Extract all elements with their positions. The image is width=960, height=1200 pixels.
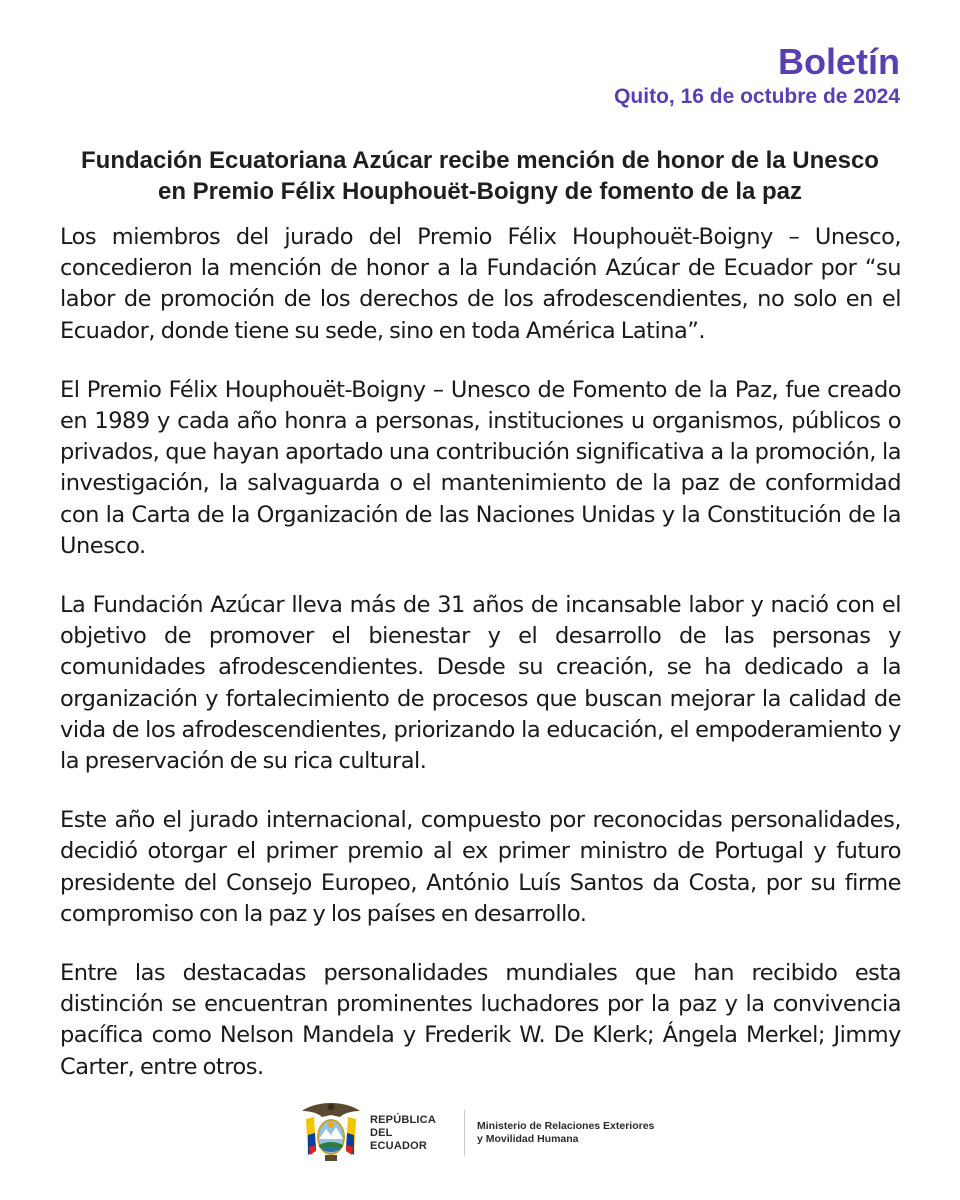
paragraph-3: La Fundación Azúcar lleva más de 31 años de incansable labor y nació con el objetivo de promover el bienestar y el desarrollo de las personas y comunidades afrodescendientes. Desde su creación, se ha dedicado a la organización y fortalecimiento de procesos que buscan mejorar la calidad de vida de los afrodescendientes, priorizando la educación, el empoderamiento y la preservación de su rica cultural.: [60, 592, 901, 775]
republic-label: [370, 1114, 440, 1153]
ministry-line-1: Ministerio de Relaciones Exteriores: [477, 1120, 655, 1132]
ministry-label: [477, 1120, 677, 1146]
headline-line-1: Fundación Ecuatoriana Azúcar recibe mención de honor de la Unesco: [81, 147, 879, 174]
headline: [40, 145, 920, 207]
republic-line-2: DEL ECUADOR: [370, 1126, 428, 1152]
bulletin-header: [614, 40, 900, 110]
footer-divider: [464, 1110, 465, 1156]
headline-line-2: en Premio Félix Houphouët-Boigny de fomento de la paz: [157, 178, 803, 205]
ministry-line-2: y Movilidad Humana: [477, 1133, 579, 1145]
paragraph-1: Los miembros del jurado del Premio Félix Houphouët-Boigny – Unesco, concedieron la mención de honor a la Fundación Azúcar de Ecuador por “su labor de promoción de los derechos de los afrodescendientes, no solo en el Ecuador, donde tiene su sede, sino en toda América Latina”.: [60, 224, 901, 344]
bulletin-title: Boletín: [778, 41, 900, 82]
paragraph-4: Este año el jurado internacional, compuesto por reconocidas personalidades, decidió otorgar el primer premio al ex primer ministro de Portugal y futuro presidente del Consejo Europeo, António Luís Santos da Costa, por su firme compromiso con la paz y los países en desarrollo.: [60, 807, 901, 927]
republic-line-1: REPÚBLICA: [370, 1113, 436, 1126]
paragraph-2: El Premio Félix Houphouët-Boigny – Unesco de Fomento de la Paz, fue creado en 1989 y cada año honra a personas, instituciones u organismos, públicos o privados, que hayan aportado una contribución significativa a la promoción, la investigación, la salvaguarda o el mantenimiento de la paz de conformidad con la Carta de la Organización de las Naciones Unidas y la Constitución de la Unesco.: [60, 376, 901, 559]
footer: [300, 1098, 677, 1168]
article-body: [60, 222, 901, 1111]
paragraph-5: Entre las destacadas personalidades mundiales que han recibido esta distinción se encuentran prominentes luchadores por la paz y la convivencia pacífica como Nelson Mandela y Frederik W. De Klerk; Ángela Merkel; Jimmy Carter, entre otros.: [60, 960, 901, 1080]
bulletin-date: Quito, 16 de octubre de 2024: [614, 85, 900, 108]
coat-of-arms-icon: [300, 1099, 362, 1167]
